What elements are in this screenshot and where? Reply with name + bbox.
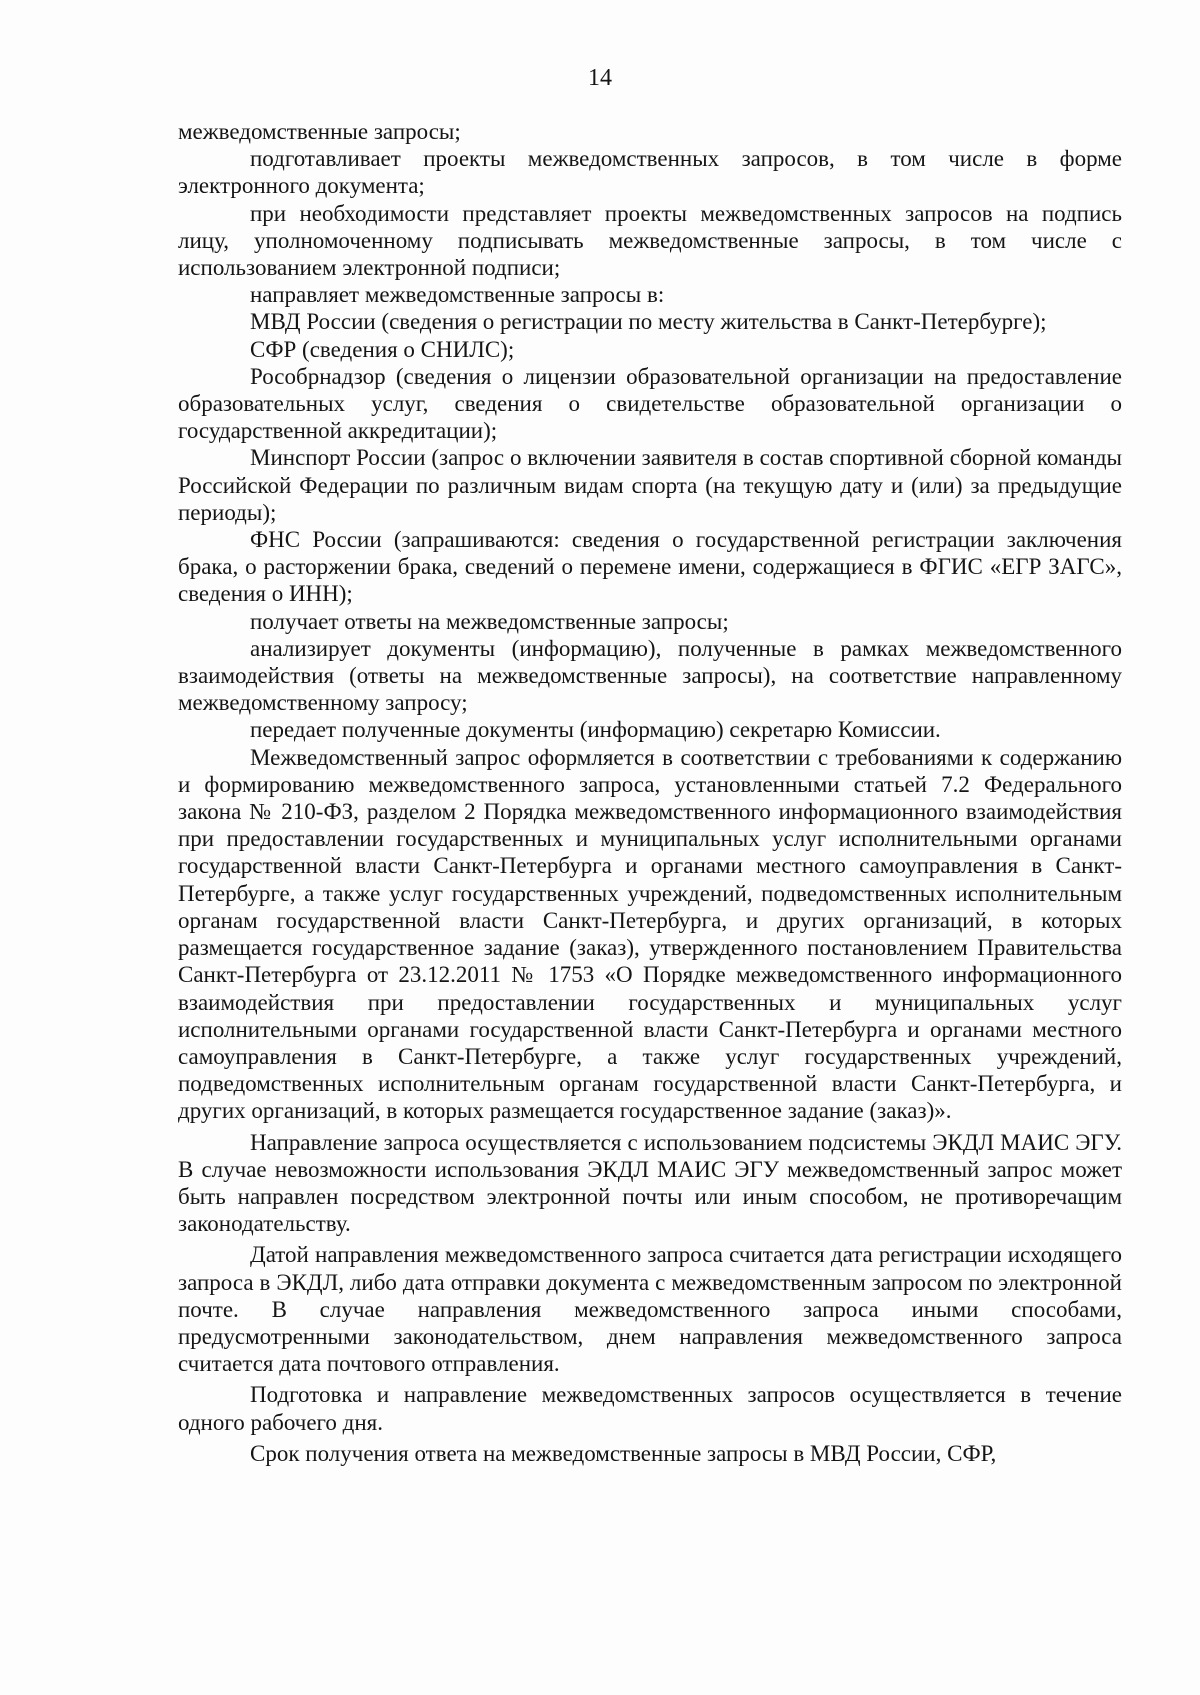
paragraph: Рособрнадзор (сведения о лицензии образовательной организации на предоставление образовательных услуг, сведения о свидетельстве образовательной организации о государственной аккредитации); xyxy=(178,363,1122,444)
paragraph: Срок получения ответа на межведомственные запросы в МВД России, СФР, xyxy=(250,1440,997,1466)
paragraph: СФР (сведения о СНИЛС); xyxy=(250,336,515,362)
paragraph: МВД России (сведения о регистрации по месту жительства в Санкт-Петербурге); xyxy=(250,309,1047,335)
paragraph: Направление запроса осуществляется с использованием подсистемы ЭКДЛ МАИС ЭГУ. В случае невозможности использования ЭКДЛ МАИС ЭГУ межведомственный запрос может быть направлен посредством электронной почты или иным способом, не противоречащим законодательству. xyxy=(178,1129,1122,1237)
paragraph: Минспорт России (запрос о включении заявителя в состав спортивной сборной команды Российской Федерации по различным видам спорта (на текущую дату и (или) за предыдущие периоды); xyxy=(178,445,1122,525)
paragraph: ФНС России (запрашиваются: сведения о государственной регистрации заключения брака, о расторжении брака, сведений о перемене имени, содержащиеся в ФГИС «ЕГР ЗАГС», сведения о ИНН); xyxy=(178,527,1122,607)
paragraph: Датой направления межведомственного запроса считается дата регистрации исходящего запроса в ЭКДЛ, либо дата отправки документа с межведомственным запросом по электронной почте. В случае направления межведомственного запроса иными способами, предусмотренными законодательством, днем направления межведомственного запроса считается дата почтового отправления. xyxy=(178,1242,1122,1377)
paragraph: подготавливает проекты межведомственных запросов, в том числе в форме электронного документа; xyxy=(178,146,1122,199)
paragraph: получает ответы на межведомственные запросы; xyxy=(250,608,729,634)
document-body xyxy=(178,118,1122,1467)
page-number: 14 xyxy=(588,65,612,91)
paragraph: межведомственные запросы; xyxy=(178,119,461,144)
paragraph: при необходимости представляет проекты межведомственных запросов на подпись лицу, уполномоченному подписывать межведомственные запросы, в том числе с использованием электронной подписи; xyxy=(178,200,1122,281)
paragraph: Подготовка и направление межведомственных запросов осуществляется в течение одного рабочего дня. xyxy=(178,1382,1122,1435)
paragraph: Межведомственный запрос оформляется в соответствии с требованиями к содержанию и формированию межведомственного запроса, установленными статьей 7.2 Федерального закона № 210-ФЗ, разделом 2 Порядка межведомственного информационного взаимодействия при предоставлении государственных и муниципальных услуг исполнительными органами государственной власти Санкт-Петербурга и органами местного самоуправления в Санкт-Петербурге, а также услуг государственных учреждений, подведомственных исполнительным органам государственной власти Санкт-Петербурга, и других организаций, в которых размещается государственное задание (заказ), утвержденного постановлением Правительства Санкт-Петербурга от 23.12.2011 № 1753 «О Порядке межведомственного информационного взаимодействия при предоставлении государственных и муниципальных услуг исполнительными органами государственной власти Санкт-Петербурга и органами местного самоуправления в Санкт-Петербурге, а также услуг государственных учреждений, подведомственных исполнительным органам государственной власти Санкт-Петербурга, и других организаций, в которых размещается государственное задание (заказ)». xyxy=(178,744,1122,1124)
paragraph: передает полученные документы (информацию) секретарю Комиссии. xyxy=(250,717,941,743)
paragraph: направляет межведомственные запросы в: xyxy=(250,282,665,308)
paragraph: анализирует документы (информацию), полученные в рамках межведомственного взаимодействия (ответы на межведомственные запросы), на соответствие направленному межведомственному запросу; xyxy=(178,635,1122,716)
